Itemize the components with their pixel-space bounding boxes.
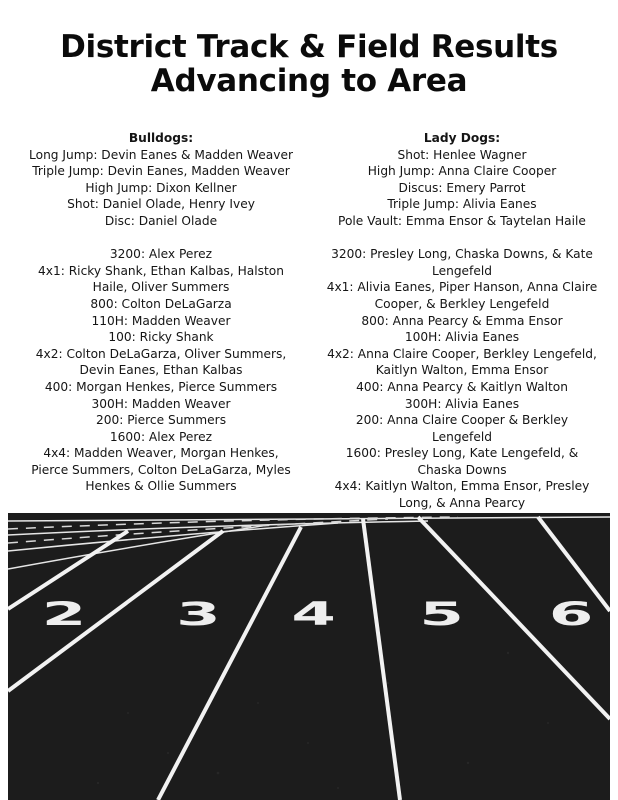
- lady-dogs-field-1: Shot: Henlee Wagner: [397, 147, 527, 162]
- lane-number-3: 3: [176, 595, 221, 633]
- lady-dogs-event-2: 4x1: Alivia Eanes, Piper Hanson, Anna Claire Cooper, & Berkley Lengefeld: [326, 280, 598, 311]
- bulldogs-field-2: Triple Jump: Devin Eanes, Madden Weaver: [32, 164, 290, 179]
- lady-dogs-heading: Lady Dogs:: [423, 131, 501, 145]
- bulldogs-column: [26, 130, 296, 495]
- bulldogs-event-9: 200: Pierce Summers: [95, 413, 227, 428]
- lane-number-5: 5: [419, 595, 464, 633]
- bulldogs-field-3: High Jump: Dixon Kellner: [85, 180, 237, 195]
- lady-dogs-column: [326, 130, 598, 512]
- lady-dogs-event-4: 100H: Alivia Eanes: [404, 330, 520, 345]
- bulldogs-event-1: 3200: Alex Perez: [109, 247, 213, 262]
- bulldogs-field-5: Disc: Daniel Olade: [104, 213, 218, 228]
- lady-dogs-field-5: Pole Vault: Emma Ensor & Taytelan Haile: [338, 213, 586, 228]
- bulldogs-field-4: Shot: Daniel Olade, Henry Ivey: [67, 197, 255, 212]
- lady-dogs-event-3: 800: Anna Pearcy & Emma Ensor: [361, 313, 563, 328]
- lady-dogs-event-8: 200: Anna Claire Cooper & Berkley Lengefeld: [355, 413, 569, 444]
- bulldogs-event-6: 4x2: Colton DeLaGarza, Oliver Summers, Devin Eanes, Ethan Kalbas: [35, 346, 287, 378]
- bulldogs-event-7: 400: Morgan Henkes, Pierce Summers: [44, 379, 278, 394]
- lady-dogs-field-2: High Jump: Anna Claire Cooper: [367, 164, 557, 179]
- track-surface: [8, 513, 610, 800]
- lady-dogs-event-5: 4x2: Anna Claire Cooper, Berkley Lengefeld, Kaitlyn Walton, Emma Ensor: [327, 346, 597, 378]
- lane-number-6: 6: [548, 595, 594, 633]
- title-line-1: District Track & Field Results: [60, 29, 558, 65]
- bulldogs-event-2: 4x1: Ricky Shank, Ethan Kalbas, Halston Haile, Oliver Summers: [38, 263, 284, 295]
- lady-dogs-event-1: 3200: Presley Long, Chaska Downs, & Kate Lengefeld: [331, 247, 593, 278]
- track-photo: [8, 513, 610, 800]
- bulldogs-heading: Bulldogs:: [128, 131, 194, 145]
- title-line-2: Advancing to Area: [150, 63, 468, 99]
- bulldogs-event-4: 110H: Madden Weaver: [91, 313, 231, 328]
- lane-number-4: 4: [291, 595, 336, 633]
- spacer: [26, 230, 296, 247]
- lady-dogs-field-3: Discus: Emery Parrot: [398, 180, 526, 195]
- bulldogs-event-3: 800: Colton DeLaGarza: [90, 296, 232, 311]
- lane-number-2: 2: [41, 595, 87, 633]
- lady-dogs-field-4: Triple Jump: Alivia Eanes: [387, 197, 537, 212]
- lady-dogs-event-9: 1600: Presley Long, Kate Lengefeld, & Chaska Downs: [345, 446, 579, 477]
- spacer: [326, 230, 598, 247]
- bulldogs-event-5: 100: Ricky Shank: [108, 330, 214, 345]
- page-title: [0, 30, 618, 98]
- bulldogs-event-10: 1600: Alex Perez: [109, 429, 213, 444]
- lady-dogs-event-7: 300H: Alivia Eanes: [404, 396, 520, 411]
- bulldogs-field-1: Long Jump: Devin Eanes & Madden Weaver: [29, 147, 293, 162]
- lady-dogs-event-10: 4x4: Kaitlyn Walton, Emma Ensor, Presley Long, & Anna Pearcy: [334, 479, 590, 511]
- lady-dogs-event-6: 400: Anna Pearcy & Kaitlyn Walton: [356, 379, 568, 394]
- bulldogs-event-8: 300H: Madden Weaver: [91, 396, 231, 411]
- bulldogs-event-11: 4x4: Madden Weaver, Morgan Henkes, Pierce Summers, Colton DeLaGarza, Myles Henkes & Ollie Summers: [31, 446, 291, 494]
